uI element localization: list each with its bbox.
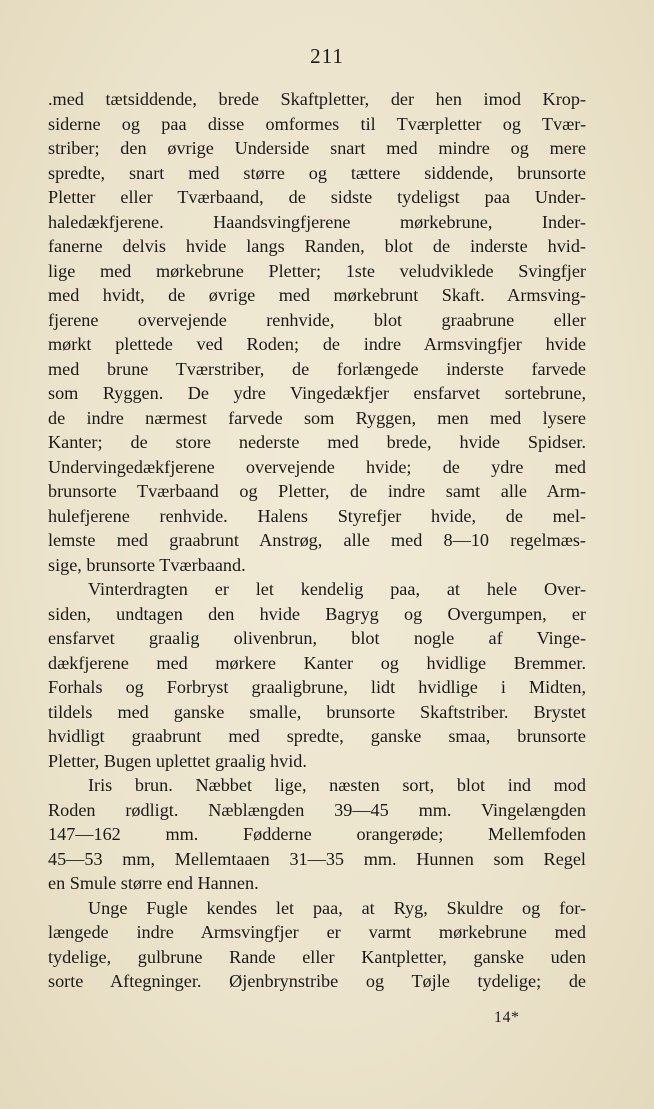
page-number: 211 (310, 44, 344, 68)
text-line: Kanter; de store nederste med brede, hvide Spidser. (48, 432, 586, 452)
text-line: Undervingedækfjerene overvejende hvide; de ydre med (48, 456, 586, 477)
text-line: hulefjerene renhvide. Halens Styrefjer hvide, de mel- (48, 505, 586, 526)
text-line: fjerene overvejende renhvide, blot graabrune eller (48, 309, 586, 330)
text-line: Unge Fugle kendes let paa, at Ryg, Skuldre og for- (88, 897, 586, 918)
text-line: lemste med graabrunt Anstrøg, alle med 8—10 regelmæs- (48, 530, 586, 550)
text-line: mørkt plettede ved Roden; de indre Armsvingfjer hvide (48, 334, 586, 354)
text-line: tydelige, gulbrune Rande eller Kantpletter, ganske uden (48, 946, 586, 967)
text-line: Roden rødligt. Næblængden 39—45 mm. Vingelængden (48, 799, 586, 820)
text-line: 45—53 mm, Mellemtaaen 31—35 mm. Hunnen som Regel (48, 848, 586, 869)
text-line: sorte Aftegninger. Øjenbrynstribe og Tøjle tydelige; de (48, 971, 586, 991)
signature-mark: 14* (494, 1009, 520, 1026)
text-line: som Ryggen. De ydre Vingedækfjer ensfarvet sortebrune, (48, 383, 586, 403)
text-line: de indre nærmest farvede som Ryggen, men med lysere (48, 407, 586, 428)
body-text (48, 87, 586, 994)
text-line: med brune Tværstriber, de forlængede inderste farvede (48, 358, 586, 379)
text-line: 147—162 mm. Fødderne orangerøde; Mellemfoden (48, 824, 586, 844)
text-line: striber; den øvrige Underside snart med mindre og mere (48, 138, 586, 158)
text-line: .med tætsiddende, brede Skaftpletter, der hen imod Krop- (48, 89, 586, 109)
text-line: dækfjerene med mørkere Kanter og hvidlige Bremmer. (48, 652, 586, 673)
text-line: med hvidt, de øvrige med mørkebrunt Skaft. Armsving- (48, 285, 586, 305)
text-line: siderne og paa disse omformes til Tværpletter og Tvær- (48, 113, 586, 134)
text-line: fanerne delvis hvide langs Randen, blot de inderste hvid- (48, 236, 586, 256)
text-line: lige med mørkebrune Pletter; 1ste veludviklede Svingfjer (48, 260, 586, 281)
text-line: ensfarvet graalig olivenbrun, blot nogle af Vinge- (48, 628, 586, 648)
text-line: en Smule større end Hannen. (48, 873, 259, 893)
text-line: Pletter eller Tværbaand, de sidste tydeligst paa Under- (48, 187, 586, 207)
text-line: Pletter, Bugen uplettet graalig hvid. (48, 750, 307, 771)
text-line: Iris brun. Næbbet lige, næsten sort, blot ind mod (88, 775, 586, 795)
text-line: Forhals og Forbryst graaligbrune, lidt hvidlige i Midten, (48, 677, 586, 697)
text-line: haledækfjerene. Haandsvingfjerene mørkebrune, Inder- (48, 211, 586, 232)
text-line: brunsorte Tværbaand og Pletter, de indre samt alle Arm- (48, 481, 586, 501)
text-line: hvidligt graabrunt med spredte, ganske smaa, brunsorte (48, 726, 586, 746)
text-line: længede indre Armsvingfjer er varmt mørkebrune med (48, 922, 586, 942)
text-line: Vinterdragten er let kendelig paa, at hele Over- (88, 579, 586, 599)
text-line: spredte, snart med større og tættere siddende, brunsorte (48, 162, 586, 183)
text-line: tildels med ganske smalle, brunsorte Skaftstriber. Brystet (48, 701, 586, 722)
text-line: sige, brunsorte Tværbaand. (48, 554, 246, 575)
text-line: siden, undtagen den hvide Bagryg og Overgumpen, er (48, 603, 586, 624)
